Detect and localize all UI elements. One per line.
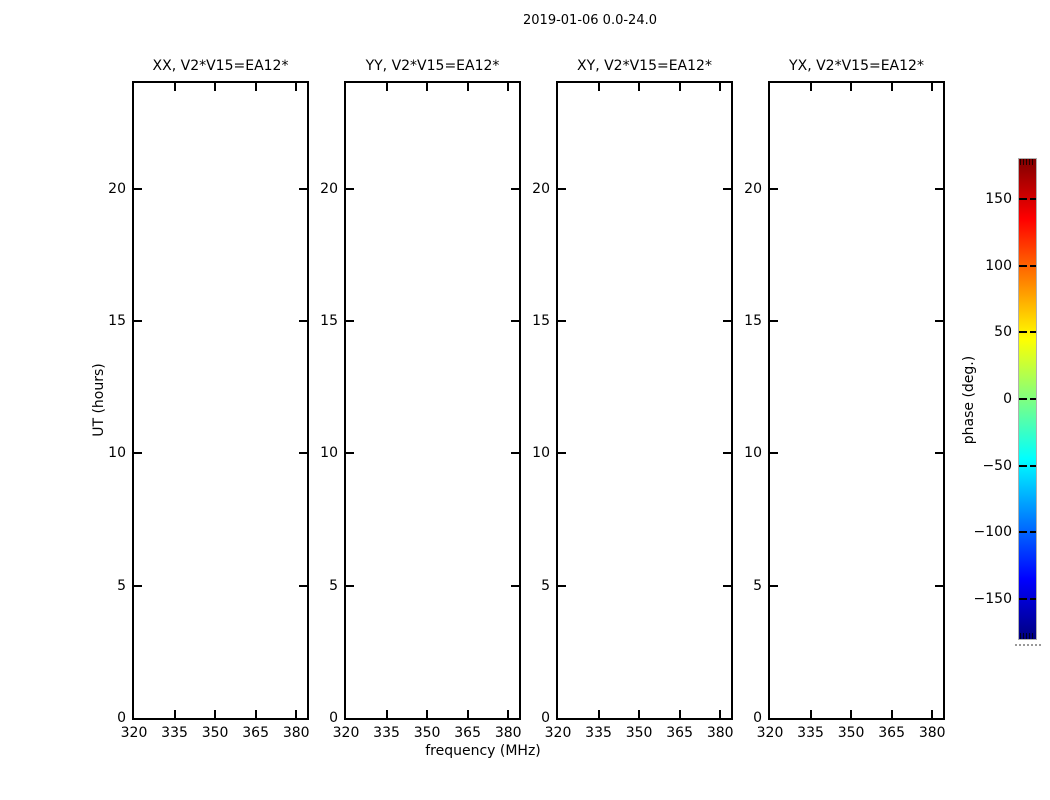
colorbar-tick-label: 0 xyxy=(1003,391,1012,407)
y-tick xyxy=(299,452,307,454)
y-tick-label: 5 xyxy=(117,577,126,594)
colorbar-tick xyxy=(1019,198,1027,200)
colorbar-tick xyxy=(1030,398,1036,400)
y-tick-label: 15 xyxy=(532,313,550,330)
x-tick xyxy=(214,83,216,91)
x-tick-label: 335 xyxy=(373,725,400,741)
subplot-title: YY, V2*V15=EA12* xyxy=(365,58,500,74)
x-tick xyxy=(426,83,428,91)
colorbar-tick-label: 150 xyxy=(985,190,1012,207)
colorbar-tick xyxy=(1030,331,1036,333)
x-tick xyxy=(386,710,388,718)
colorbar-extend-dots xyxy=(1015,644,1041,646)
y-tick xyxy=(770,452,778,454)
y-tick-label: 20 xyxy=(108,180,126,197)
y-tick xyxy=(935,320,943,322)
colorbar xyxy=(973,158,1037,640)
y-tick xyxy=(134,452,142,454)
colorbar-tick xyxy=(1019,531,1027,533)
y-tick-label: 10 xyxy=(744,445,762,462)
x-tick-label: 335 xyxy=(585,725,612,741)
x-tick-label: 335 xyxy=(161,725,188,741)
y-tick-label: 0 xyxy=(117,710,126,726)
subplot-title: XX, V2*V15=EA12* xyxy=(152,58,289,74)
x-tick xyxy=(255,83,257,91)
x-tick xyxy=(426,710,428,718)
y-tick-label: 0 xyxy=(541,710,550,726)
y-tick-label: 15 xyxy=(320,313,338,330)
x-tick xyxy=(467,83,469,91)
y-tick xyxy=(935,585,943,587)
y-tick xyxy=(299,585,307,587)
y-tick-label: 10 xyxy=(532,445,550,462)
colorbar-tick xyxy=(1019,598,1027,600)
x-tick xyxy=(467,710,469,718)
y-tick xyxy=(346,452,354,454)
colorbar-tick xyxy=(1019,265,1027,267)
x-tick-label: 320 xyxy=(544,725,572,741)
colorbar-tick xyxy=(1019,331,1027,333)
subplot-panel xyxy=(320,58,522,741)
y-tick xyxy=(299,320,307,322)
subplot-panel xyxy=(744,58,946,741)
y-tick xyxy=(770,585,778,587)
y-tick xyxy=(134,320,142,322)
x-tick-label: 365 xyxy=(242,725,270,741)
y-tick xyxy=(558,585,566,587)
x-tick-label: 365 xyxy=(878,725,906,741)
y-tick-label: 0 xyxy=(753,710,762,726)
x-tick xyxy=(638,710,640,718)
colorbar-tick xyxy=(1019,465,1027,467)
y-tick xyxy=(723,188,731,190)
y-tick xyxy=(723,320,731,322)
y-tick xyxy=(723,452,731,454)
x-tick xyxy=(850,710,852,718)
y-tick-label: 0 xyxy=(329,710,338,726)
colorbar-top-comb xyxy=(1020,159,1035,165)
subplot-panel xyxy=(108,58,310,741)
x-tick xyxy=(810,710,812,718)
x-tick xyxy=(931,710,933,718)
x-tick xyxy=(295,83,297,91)
x-tick xyxy=(507,83,509,91)
y-tick-label: 15 xyxy=(108,313,126,330)
y-tick-label: 15 xyxy=(744,313,762,330)
colorbar-tick xyxy=(1030,198,1036,200)
x-tick xyxy=(295,710,297,718)
y-tick xyxy=(134,585,142,587)
subplot-panel xyxy=(532,58,734,741)
y-axis-label: UT (hours) xyxy=(91,363,107,437)
y-tick xyxy=(346,585,354,587)
x-tick-label: 335 xyxy=(797,725,824,741)
y-tick-label: 5 xyxy=(329,577,338,594)
x-tick-label: 320 xyxy=(120,725,148,741)
x-tick xyxy=(386,83,388,91)
colorbar-tick-label: −100 xyxy=(973,524,1012,541)
x-tick-label: 365 xyxy=(666,725,694,741)
y-tick xyxy=(134,188,142,190)
x-tick xyxy=(679,83,681,91)
x-tick xyxy=(174,710,176,718)
x-tick xyxy=(679,710,681,718)
x-tick xyxy=(850,83,852,91)
colorbar-tick xyxy=(1019,398,1027,400)
x-tick xyxy=(931,83,933,91)
y-tick xyxy=(935,188,943,190)
y-tick xyxy=(346,320,354,322)
y-tick xyxy=(511,320,519,322)
colorbar-tick-label: 100 xyxy=(985,257,1012,274)
colorbar-tick xyxy=(1030,598,1036,600)
x-tick-label: 380 xyxy=(494,725,522,741)
x-tick xyxy=(214,710,216,718)
y-tick xyxy=(558,320,566,322)
x-tick xyxy=(719,710,721,718)
colorbar-tick-label: 50 xyxy=(994,324,1012,341)
y-tick xyxy=(511,585,519,587)
y-tick xyxy=(346,188,354,190)
x-tick xyxy=(598,83,600,91)
x-tick-label: 350 xyxy=(625,725,653,741)
x-tick xyxy=(507,710,509,718)
x-tick xyxy=(810,83,812,91)
y-tick-label: 20 xyxy=(744,180,762,197)
figure-title: 2019-01-06 0.0-24.0 xyxy=(523,13,657,28)
colorbar-tick xyxy=(1030,265,1036,267)
x-tick xyxy=(638,83,640,91)
x-tick xyxy=(891,710,893,718)
x-tick-label: 320 xyxy=(756,725,784,741)
y-tick xyxy=(558,452,566,454)
x-tick-label: 380 xyxy=(282,725,310,741)
y-tick xyxy=(770,320,778,322)
x-tick xyxy=(598,710,600,718)
y-tick xyxy=(723,585,731,587)
y-tick xyxy=(299,188,307,190)
x-tick-label: 350 xyxy=(413,725,441,741)
x-tick-label: 350 xyxy=(837,725,865,741)
y-tick-label: 10 xyxy=(108,445,126,462)
y-tick xyxy=(558,188,566,190)
y-tick xyxy=(935,452,943,454)
x-tick-label: 380 xyxy=(706,725,734,741)
x-tick-label: 320 xyxy=(332,725,360,741)
x-tick xyxy=(174,83,176,91)
colorbar-tick xyxy=(1030,465,1036,467)
x-tick xyxy=(719,83,721,91)
x-axis-label: frequency (MHz) xyxy=(425,743,541,759)
colorbar-label: phase (deg.) xyxy=(961,355,977,445)
y-tick-label: 10 xyxy=(320,445,338,462)
y-tick-label: 20 xyxy=(320,180,338,197)
x-tick-label: 350 xyxy=(201,725,229,741)
y-tick-label: 5 xyxy=(541,577,550,594)
colorbar-tick-label: −50 xyxy=(982,457,1012,474)
x-tick-label: 365 xyxy=(454,725,482,741)
colorbar-bottom-comb xyxy=(1020,633,1035,639)
y-tick xyxy=(770,188,778,190)
colorbar-tick xyxy=(1030,531,1036,533)
subplot-title: XY, V2*V15=EA12* xyxy=(577,58,712,74)
subplot-title: YX, V2*V15=EA12* xyxy=(789,58,924,74)
y-tick xyxy=(511,188,519,190)
x-tick xyxy=(891,83,893,91)
colorbar-tick-label: −150 xyxy=(973,591,1012,607)
y-tick xyxy=(511,452,519,454)
x-tick-label: 380 xyxy=(918,725,946,741)
y-tick-label: 5 xyxy=(753,577,762,594)
y-tick-label: 20 xyxy=(532,180,550,197)
x-tick xyxy=(255,710,257,718)
